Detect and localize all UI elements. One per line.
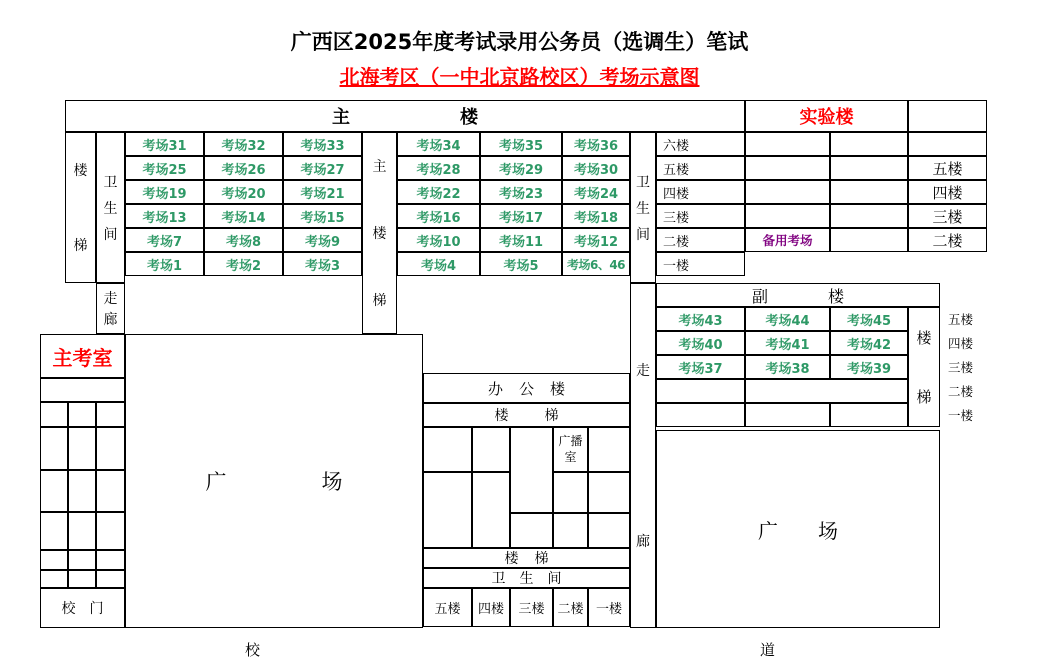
floor-label: 二楼 [656, 228, 745, 252]
lab-room-cell [830, 156, 908, 180]
left-grid-cell [40, 427, 68, 470]
school-gate: 校 门 [40, 588, 125, 628]
lab-room-cell [830, 204, 908, 228]
annex-floor-label: 一楼 [948, 408, 974, 423]
left-grid-cell [96, 512, 125, 550]
office-floor-label: 四楼 [472, 588, 510, 627]
office-cell [423, 427, 472, 472]
office-floor-label: 二楼 [553, 588, 588, 627]
annex-floor-label: 五楼 [948, 312, 974, 327]
exam-room-cell: 考场27 [283, 156, 362, 180]
lab-room-cell [745, 132, 830, 156]
main-center-stairs-label: 主 楼 梯 [362, 132, 397, 334]
exam-room-cell: 考场31 [125, 132, 204, 156]
floor-label: 六楼 [656, 132, 745, 156]
plaza-left: 广 场 [125, 334, 423, 628]
left-grid-cell [40, 550, 68, 570]
exam-room-cell: 考场8 [204, 228, 283, 252]
main-right-restroom-label: 卫 生 间 [630, 132, 656, 283]
exam-room-cell: 考场41 [745, 331, 830, 355]
floor-label: 三楼 [656, 204, 745, 228]
office-cell [423, 472, 472, 548]
exam-room-cell: 考场29 [480, 156, 562, 180]
exam-room-cell: 考场40 [656, 331, 745, 355]
left-grid-cell [68, 570, 96, 588]
exam-room-cell: 考场39 [830, 355, 908, 379]
backup-exam-room-cell: 备用考场 [745, 228, 830, 252]
office-cell [553, 472, 588, 513]
exam-room-cell: 考场13 [125, 204, 204, 228]
exam-room-cell: 考场28 [397, 156, 480, 180]
annex-floor-label: 四楼 [948, 336, 974, 351]
annex-empty-cell [745, 403, 830, 427]
office-cell [472, 427, 510, 472]
lab-room-cell [745, 180, 830, 204]
annex-floor-label: 三楼 [948, 360, 974, 375]
exam-room-cell: 考场45 [830, 307, 908, 331]
lab-floor-label: 三楼 [908, 204, 987, 228]
office-floor-label: 一楼 [588, 588, 630, 627]
exam-room-cell: 考场17 [480, 204, 562, 228]
exam-room-cell: 考场34 [397, 132, 480, 156]
office-cell [510, 427, 553, 513]
office-cell [472, 472, 510, 548]
left-grid-cell [68, 402, 96, 427]
exam-room-cell: 考场20 [204, 180, 283, 204]
broadcast-room: 广播室 [553, 427, 588, 472]
left-grid-cell [68, 470, 96, 512]
left-grid-cell [96, 470, 125, 512]
chief-exam-room: 主考室 [40, 334, 125, 378]
floor-label: 一楼 [656, 252, 745, 276]
exam-room-cell: 考场15 [283, 204, 362, 228]
office-stairs-top: 楼 梯 [423, 403, 630, 427]
exam-room-cell: 考场18 [562, 204, 630, 228]
office-floor-label: 三楼 [510, 588, 553, 627]
left-grid-cell [96, 402, 125, 427]
office-cell [588, 513, 630, 548]
page-subtitle: 北海考区（一中北京路校区）考场示意图 [339, 65, 700, 89]
office-cell [553, 513, 588, 548]
lab-room-cell [745, 156, 830, 180]
corridor-label: 走 廊 [630, 283, 656, 628]
left-grid-cell [40, 470, 68, 512]
lab-room-cell [830, 132, 908, 156]
page-title: 广西区2025年度考试录用公务员（选调生）笔试 [290, 30, 749, 54]
exam-room-cell: 考场14 [204, 204, 283, 228]
exam-room-cell: 考场25 [125, 156, 204, 180]
lab-building-header: 实验楼 [745, 100, 908, 132]
exam-room-cell: 考场24 [562, 180, 630, 204]
annex-empty-cell [830, 403, 908, 427]
exam-room-cell: 考场12 [562, 228, 630, 252]
left-grid-cell [96, 427, 125, 470]
exam-room-cell: 考场3 [283, 252, 362, 276]
plaza-right: 广 场 [656, 430, 940, 628]
corner-empty-cell [908, 100, 987, 132]
left-grid-cell [68, 512, 96, 550]
corridor-label: 走 廊 [96, 283, 125, 334]
office-restroom-label: 卫 生 间 [423, 568, 630, 588]
office-building-header: 办 公 楼 [423, 373, 630, 403]
lab-floor-label: 四楼 [908, 180, 987, 204]
exam-room-cell: 考场2 [204, 252, 283, 276]
exam-room-cell: 考场33 [283, 132, 362, 156]
office-cell [588, 472, 630, 513]
exam-room-cell: 考场4 [397, 252, 480, 276]
exam-room-cell: 考场36 [562, 132, 630, 156]
office-floor-label: 五楼 [423, 588, 472, 627]
left-grid-cell [96, 570, 125, 588]
exam-room-cell: 考场11 [480, 228, 562, 252]
office-stairs-bottom: 楼 梯 [423, 548, 630, 568]
office-cell [588, 427, 630, 472]
lab-room-cell [830, 180, 908, 204]
main-left-stairs-label: 楼 梯 [65, 132, 96, 283]
school-road-label: 校 道 [245, 640, 775, 659]
exam-room-cell: 考场5 [480, 252, 562, 276]
floor-label: 五楼 [656, 156, 745, 180]
main-building-header: 主 楼 [65, 100, 745, 132]
exam-room-cell: 考场42 [830, 331, 908, 355]
lab-room-cell [745, 204, 830, 228]
exam-room-cell: 考场10 [397, 228, 480, 252]
annex-empty-cell [745, 379, 908, 403]
exam-room-cell: 考场23 [480, 180, 562, 204]
exam-room-cell: 考场19 [125, 180, 204, 204]
page-subtitle-row [0, 61, 1039, 90]
exam-room-cell: 考场37 [656, 355, 745, 379]
exam-room-cell: 考场32 [204, 132, 283, 156]
left-grid-cell [40, 402, 68, 427]
exam-room-cell: 考场6、46 [562, 252, 630, 276]
lab-floor-label: 二楼 [908, 228, 987, 252]
annex-empty-cell [656, 403, 745, 427]
annex-floor-label: 二楼 [948, 384, 974, 399]
exam-room-cell: 考场7 [125, 228, 204, 252]
exam-room-cell: 考场43 [656, 307, 745, 331]
annex-stairs-label: 楼 梯 [908, 307, 940, 427]
main-left-restroom-label: 卫 生 间 [96, 132, 125, 283]
left-grid-cell [96, 550, 125, 570]
left-grid-cell [68, 550, 96, 570]
left-empty-cell [40, 378, 125, 402]
left-grid-cell [68, 427, 96, 470]
office-cell [510, 513, 553, 548]
exam-room-cell: 考场21 [283, 180, 362, 204]
annex-empty-cell [656, 379, 745, 403]
lab-floor-label: 五楼 [908, 156, 987, 180]
left-grid-cell [40, 570, 68, 588]
exam-room-cell: 考场35 [480, 132, 562, 156]
left-grid-cell [40, 512, 68, 550]
exam-room-cell: 考场30 [562, 156, 630, 180]
exam-room-cell: 考场9 [283, 228, 362, 252]
exam-room-cell: 考场38 [745, 355, 830, 379]
annex-building-header: 副 楼 [656, 283, 940, 307]
lab-room-cell [830, 228, 908, 252]
exam-room-cell: 考场22 [397, 180, 480, 204]
exam-room-cell: 考场1 [125, 252, 204, 276]
exam-room-cell: 考场26 [204, 156, 283, 180]
exam-room-cell: 考场44 [745, 307, 830, 331]
lab-floor-label [908, 132, 987, 156]
exam-room-cell: 考场16 [397, 204, 480, 228]
floor-label: 四楼 [656, 180, 745, 204]
